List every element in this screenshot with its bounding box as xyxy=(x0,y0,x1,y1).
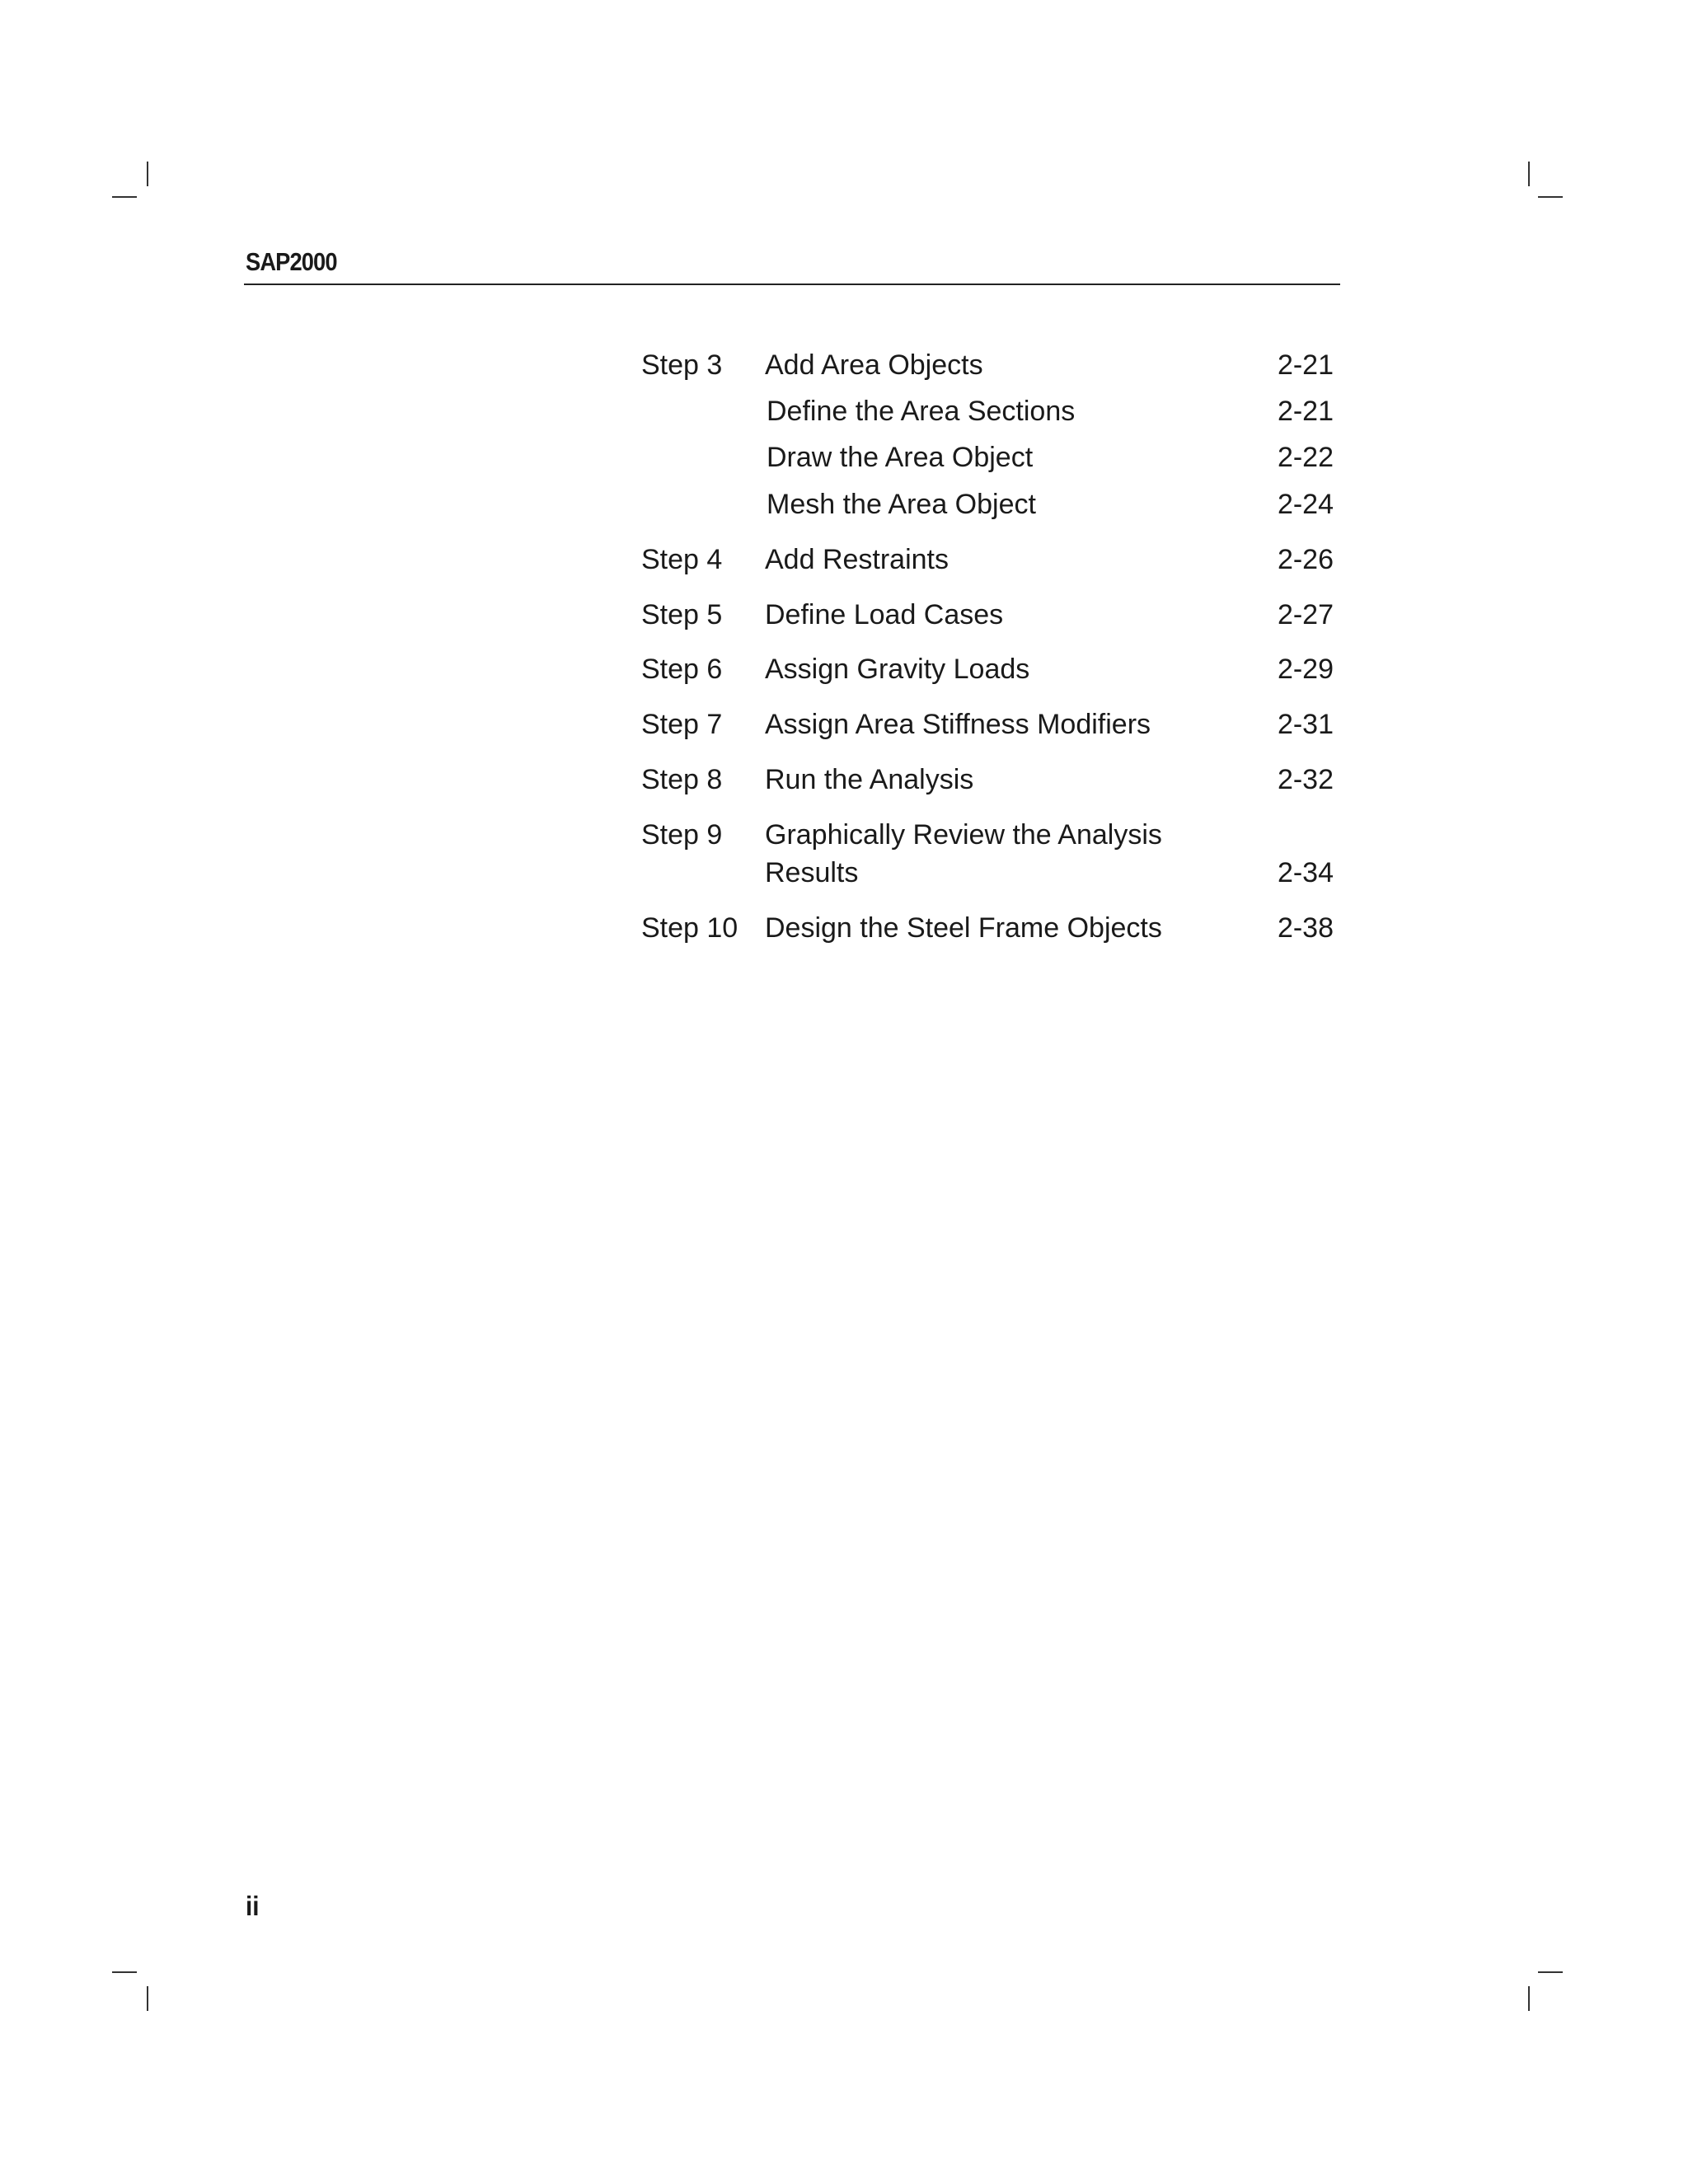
toc-page-number: 2-29 xyxy=(1277,654,1334,685)
toc-entry-title: Add Restraints xyxy=(765,544,949,575)
toc-subentry-title: Draw the Area Object xyxy=(767,442,1034,473)
toc-entry-title: Assign Gravity Loads xyxy=(765,654,1030,685)
toc-step-label: Step 3 xyxy=(641,349,723,381)
crop-mark-top-left-h xyxy=(112,196,137,198)
toc-step-label: Step 7 xyxy=(641,709,723,740)
toc-entry xyxy=(641,761,1339,799)
crop-mark-bottom-right-v xyxy=(1528,1986,1530,2011)
toc-entry xyxy=(641,541,1339,579)
crop-mark-bottom-left-h xyxy=(112,1971,137,1973)
toc-entry xyxy=(641,596,1339,634)
toc-page-number: 2-21 xyxy=(1277,396,1334,427)
toc-subentry-title: Mesh the Area Object xyxy=(767,489,1036,520)
toc-entry-title: Graphically Review the Analysis xyxy=(765,819,1162,851)
crop-mark-top-right-v xyxy=(1528,162,1530,186)
toc-step-label: Step 4 xyxy=(641,544,723,575)
toc-page-number: 2-32 xyxy=(1277,764,1334,795)
toc-page-number: 2-26 xyxy=(1277,544,1334,575)
toc-subentry xyxy=(641,392,1339,430)
toc-entry xyxy=(641,816,1339,892)
toc-entry xyxy=(641,909,1339,947)
toc-step-label: Step 9 xyxy=(641,819,723,851)
toc-entry xyxy=(641,650,1339,688)
crop-mark-bottom-right-h xyxy=(1538,1971,1563,1973)
toc-page-number: 2-22 xyxy=(1277,442,1334,473)
toc-entry xyxy=(641,705,1339,743)
toc-subentry xyxy=(641,438,1339,476)
toc-page-number: 2-27 xyxy=(1277,599,1334,630)
toc-page-number: 2-38 xyxy=(1277,912,1334,944)
toc-entry-title: Run the Analysis xyxy=(765,764,974,795)
toc-entry-title: Design the Steel Frame Objects xyxy=(765,912,1162,944)
toc-subentry-title: Define the Area Sections xyxy=(767,396,1076,427)
page-number: ii xyxy=(246,1891,260,1921)
toc-step-label: Step 5 xyxy=(641,599,723,630)
crop-mark-top-right-h xyxy=(1538,196,1563,198)
toc-subentry xyxy=(641,485,1339,523)
toc-page-number: 2-21 xyxy=(1277,349,1334,381)
toc-entry-title: Add Area Objects xyxy=(765,349,983,381)
toc-page-number: 2-34 xyxy=(1277,857,1334,888)
toc-step-label: Step 8 xyxy=(641,764,723,795)
crop-mark-bottom-left-v xyxy=(147,1986,148,2011)
toc-entry-title: Assign Area Stiffness Modifiers xyxy=(765,709,1151,740)
toc-step-label: Step 10 xyxy=(641,912,738,944)
crop-mark-top-left-v xyxy=(147,162,148,186)
toc-entry xyxy=(641,346,1339,384)
toc-entry-title: Define Load Cases xyxy=(765,599,1004,630)
toc-page-number: 2-31 xyxy=(1277,709,1334,740)
toc-entry-title-continuation: Results xyxy=(765,857,859,888)
running-header-title: SAP2000 xyxy=(246,247,337,276)
toc-page-number: 2-24 xyxy=(1277,489,1334,520)
running-header xyxy=(244,246,1340,285)
toc-step-label: Step 6 xyxy=(641,654,723,685)
